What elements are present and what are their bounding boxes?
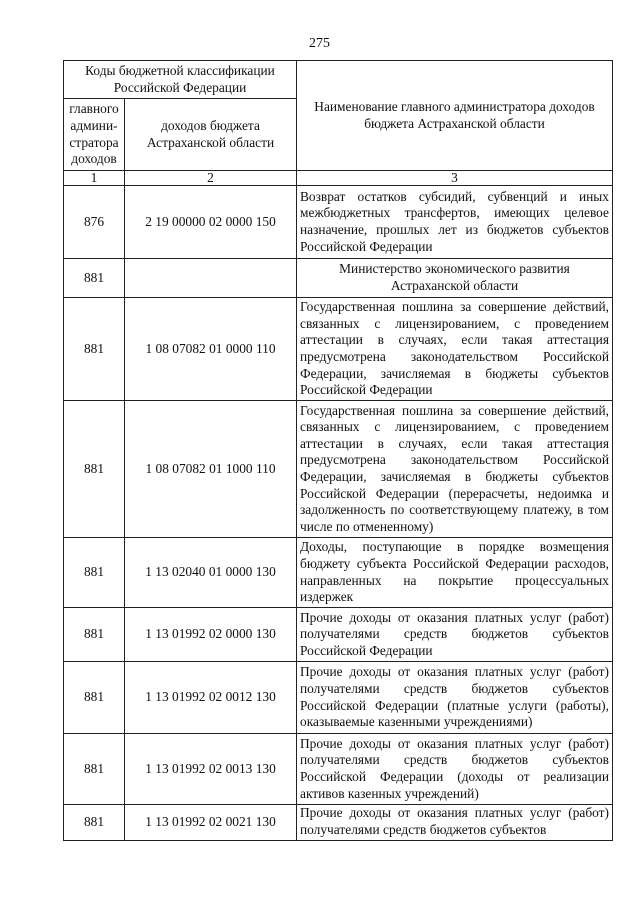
row-income-code: 2 19 00000 02 0000 150 [125, 186, 297, 259]
row-name: Государственная пошлина за совершение действий, связанных с лицензированием, с проведением аттестации в случаях, если такая аттестация предусмотрена законодательством Российской Федерации, зачисляемая в бюджеты субъектов Российской Федерации [297, 298, 613, 401]
row-name: Прочие доходы от оказания платных услуг (работ) получателями средств бюджетов субъектов Российской Федерации (доходы от реализации активов казенных учреждений) [297, 734, 613, 805]
header-row-numbers [64, 171, 613, 186]
row-admin-code: 881 [64, 734, 125, 805]
header-col-name: Наименование главного администратора доходов бюджета Астраханской области [297, 61, 613, 171]
row-name: Министерство экономического развития Астраханской области [297, 259, 613, 298]
row-income-code: 1 13 01992 02 0000 130 [125, 608, 297, 662]
row-name: Доходы, поступающие в порядке возмещения бюджету субъекта Российской Федерации расходов, направленных на покрытие процессуальных издержек [297, 538, 613, 608]
row-admin-code: 881 [64, 608, 125, 662]
table-row [64, 259, 613, 298]
table-row [64, 186, 613, 259]
row-admin-code: 881 [64, 259, 125, 298]
page-number: 275 [309, 36, 330, 51]
row-name: Государственная пошлина за совершение действий, связанных с лицензированием, с проведением аттестации в случаях, если такая аттестация предусмотрена законодательством Российской Федерации, зачисляемая в бюджеты субъектов Российской Федерации (перерасчеты, недоимка и задолженность по соответствующему платежу, в том числе по отмененному) [297, 401, 613, 538]
header-col-admin: главного админи-стратора доходов [64, 99, 125, 171]
table-row [64, 538, 613, 608]
row-admin-code: 881 [64, 805, 125, 841]
header-num-3: 3 [297, 171, 613, 186]
row-name: Прочие доходы от оказания платных услуг (работ) получателями средств бюджетов субъектов Российской Федерации [297, 608, 613, 662]
budget-classification-table [63, 60, 613, 841]
table-row [64, 662, 613, 734]
header-num-1: 1 [64, 171, 125, 186]
table-row [64, 401, 613, 538]
table-row [64, 608, 613, 662]
row-admin-code: 881 [64, 298, 125, 401]
row-admin-code: 881 [64, 662, 125, 734]
row-name: Прочие доходы от оказания платных услуг (работ) получателями средств бюджетов субъектов [297, 805, 613, 841]
row-income-code: 1 08 07082 01 0000 110 [125, 298, 297, 401]
row-income-code: 1 08 07082 01 1000 110 [125, 401, 297, 538]
row-income-code: 1 13 01992 02 0013 130 [125, 734, 297, 805]
row-income-code: 1 13 02040 01 0000 130 [125, 538, 297, 608]
table-row [64, 734, 613, 805]
header-group-title: Коды бюджетной классификации Российской Федерации [64, 61, 297, 99]
row-name: Прочие доходы от оказания платных услуг (работ) получателями средств бюджетов субъектов Российской Федерации (платные услуги (работы), оказываемые казенными учреждениями) [297, 662, 613, 734]
table-row [64, 298, 613, 401]
row-income-code [125, 259, 297, 298]
row-admin-code: 881 [64, 538, 125, 608]
page-bottom-margin [0, 880, 639, 905]
row-name: Возврат остатков субсидий, субвенций и иных межбюджетных трансфертов, имеющих целевое назначение, прошлых лет из бюджетов субъектов Российской Федерации [297, 186, 613, 259]
header-row-group [64, 61, 613, 99]
row-admin-code: 881 [64, 401, 125, 538]
header-col-income: доходов бюджета Астраханской области [125, 99, 297, 171]
row-income-code: 1 13 01992 02 0021 130 [125, 805, 297, 841]
row-income-code: 1 13 01992 02 0012 130 [125, 662, 297, 734]
row-admin-code: 876 [64, 186, 125, 259]
header-num-2: 2 [125, 171, 297, 186]
table-row [64, 805, 613, 841]
